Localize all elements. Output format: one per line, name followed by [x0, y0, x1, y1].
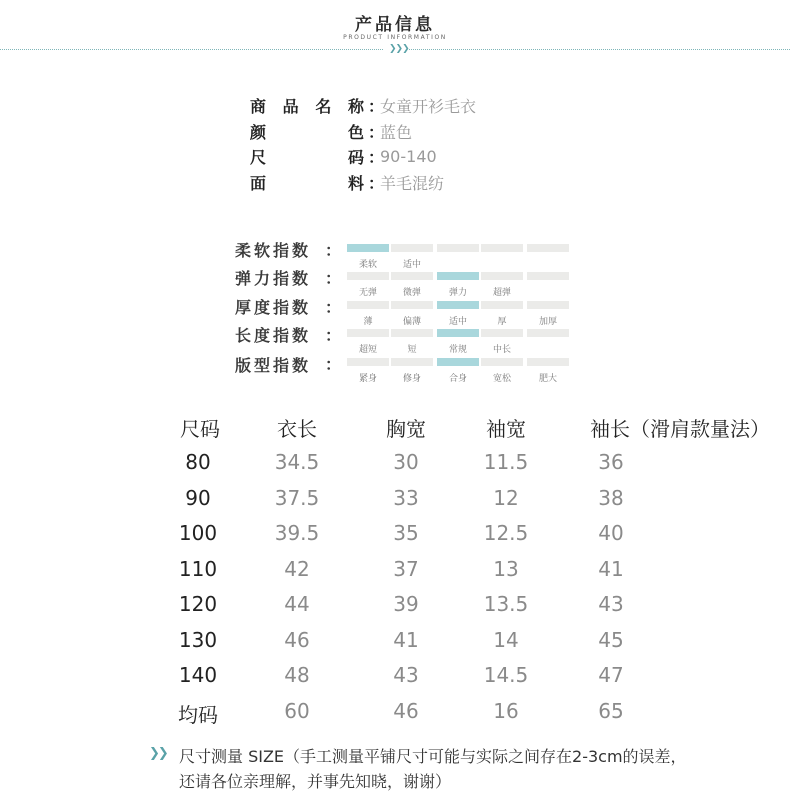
index-option-label: 常规 — [448, 345, 467, 355]
index-option-label: 加厚 — [538, 317, 557, 327]
table-cell: 39 — [393, 592, 419, 616]
double-chevron-right-icon: ❯❯ — [149, 746, 167, 761]
table-cell: 38 — [598, 486, 624, 510]
index-option-label: 弹力 — [448, 288, 467, 298]
table-cell: 65 — [598, 699, 624, 723]
index-option-label: 超短 — [358, 345, 377, 355]
index-option-label: 修身 — [402, 374, 421, 384]
index-bar-segment — [347, 244, 389, 252]
info-colon: ： — [368, 147, 385, 167]
index-option-label: 薄 — [363, 317, 373, 327]
index-bar-segment — [527, 301, 569, 309]
index-bar-segment — [481, 244, 523, 252]
index-bar-segment — [481, 329, 523, 337]
table-cell: 46 — [284, 628, 310, 652]
index-option-label: 合身 — [448, 374, 467, 384]
table-cell: 44 — [284, 592, 310, 616]
info-value: 蓝色 — [380, 122, 413, 142]
table-header: 衣长 — [277, 417, 317, 441]
index-option-label: 短 — [407, 345, 417, 355]
table-cell: 45 — [598, 628, 624, 652]
info-colon: ： — [368, 122, 385, 142]
index-option-label: 适中 — [402, 260, 421, 270]
index-option-label: 厚 — [497, 317, 507, 327]
index-option-label: 超弹 — [492, 288, 511, 298]
table-cell: 37.5 — [274, 486, 320, 510]
index-bar-segment — [391, 244, 433, 252]
index-option-label: 微弹 — [402, 288, 421, 298]
index-bar-segment — [391, 301, 433, 309]
index-colon: ： — [325, 355, 342, 374]
info-row-color — [250, 119, 412, 143]
table-cell: 12.5 — [483, 521, 529, 545]
index-label: 柔软指数 — [235, 241, 312, 260]
info-label: 面料 — [250, 173, 368, 193]
index-option-label: 宽松 — [492, 374, 511, 384]
index-bar-segment — [481, 358, 523, 366]
table-header: 尺码 — [180, 417, 220, 441]
table-cell: 14 — [493, 628, 519, 652]
table-row-size: 均码 — [178, 703, 218, 727]
table-row-size: 110 — [178, 557, 218, 581]
table-cell: 36 — [598, 450, 624, 474]
table-cell: 41 — [598, 557, 624, 581]
info-row-name — [250, 93, 476, 117]
index-bar-segment — [527, 358, 569, 366]
index-bar-segment — [481, 272, 523, 280]
table-row-size: 130 — [178, 628, 218, 652]
index-bar-segment — [437, 358, 479, 366]
table-header: 袖长（滑肩款量法） — [590, 417, 770, 441]
index-bar-segment — [527, 272, 569, 280]
index-bar-segment — [527, 244, 569, 252]
table-cell: 13.5 — [483, 592, 529, 616]
table-header: 胸宽 — [386, 417, 426, 441]
info-label: 尺码 — [250, 147, 368, 167]
index-label: 版型指数 — [235, 356, 312, 375]
table-cell: 46 — [393, 699, 419, 723]
index-option-label: 肥大 — [538, 374, 557, 384]
divider-right — [407, 49, 790, 50]
divider-left — [0, 49, 383, 50]
table-cell: 35 — [393, 521, 419, 545]
info-value: 女童开衫毛衣 — [380, 96, 477, 116]
index-colon: ： — [325, 326, 342, 345]
index-bar-segment — [481, 301, 523, 309]
index-bar-segment — [347, 272, 389, 280]
info-value: 羊毛混纺 — [380, 173, 445, 193]
note-line-1: 尺寸测量 SIZE（手工测量平铺尺寸可能与实际之间存在2-3cm的误差， — [179, 747, 687, 766]
note-line-2: 还请各位亲理解，并事先知晓，谢谢） — [179, 772, 452, 791]
table-cell: 37 — [393, 557, 419, 581]
info-row-fabric — [250, 170, 444, 194]
index-colon: ： — [325, 269, 342, 288]
table-row-size: 100 — [178, 521, 218, 545]
table-cell: 14.5 — [483, 663, 529, 687]
index-bar-segment — [437, 244, 479, 252]
table-header: 袖宽 — [486, 417, 526, 441]
table-cell: 30 — [393, 450, 419, 474]
index-option-label: 偏薄 — [402, 317, 421, 327]
index-option-label: 适中 — [448, 317, 467, 327]
table-cell: 11.5 — [483, 450, 529, 474]
index-bar-segment — [437, 301, 479, 309]
index-bar-segment — [391, 272, 433, 280]
info-label: 颜色 — [250, 122, 368, 142]
info-colon: ： — [368, 173, 385, 193]
table-cell: 16 — [493, 699, 519, 723]
table-cell: 60 — [284, 699, 310, 723]
index-bar-segment — [347, 358, 389, 366]
table-row-size: 80 — [185, 450, 211, 474]
index-bar-segment — [527, 329, 569, 337]
table-row-size: 90 — [185, 486, 211, 510]
table-cell: 39.5 — [274, 521, 320, 545]
info-row-size — [250, 144, 437, 168]
index-option-label: 中长 — [492, 345, 511, 355]
index-bar-segment — [347, 301, 389, 309]
index-label: 弹力指数 — [235, 269, 312, 288]
index-bar-segment — [391, 358, 433, 366]
info-label: 商品名称 — [250, 96, 368, 116]
index-bar-segment — [347, 329, 389, 337]
table-cell: 48 — [284, 663, 310, 687]
section-title: 产品信息 — [355, 15, 435, 35]
table-cell: 47 — [598, 663, 624, 687]
table-cell: 33 — [393, 486, 419, 510]
info-value: 90-140 — [380, 146, 437, 166]
table-cell: 13 — [493, 557, 519, 581]
table-cell: 40 — [598, 521, 624, 545]
index-label: 厚度指数 — [235, 298, 312, 317]
index-option-label: 无弹 — [358, 288, 377, 298]
table-cell: 12 — [493, 486, 519, 510]
index-colon: ： — [325, 298, 342, 317]
index-colon: ： — [325, 241, 342, 260]
table-cell: 42 — [284, 557, 310, 581]
index-bar-segment — [437, 329, 479, 337]
table-row-size: 120 — [178, 592, 218, 616]
double-chevron-right-icon: ❯❯❯ — [389, 44, 409, 54]
index-option-label: 紧身 — [358, 374, 377, 384]
info-colon: ： — [368, 96, 385, 116]
index-option-label: 柔软 — [358, 260, 377, 270]
table-cell: 34.5 — [274, 450, 320, 474]
index-bar-segment — [437, 272, 479, 280]
table-cell: 43 — [598, 592, 624, 616]
index-label: 长度指数 — [235, 326, 312, 345]
section-subtitle: PRODUCT INFORMATION — [343, 34, 447, 41]
table-row-size: 140 — [178, 663, 218, 687]
table-cell: 43 — [393, 663, 419, 687]
index-bar-segment — [391, 329, 433, 337]
table-cell: 41 — [393, 628, 419, 652]
